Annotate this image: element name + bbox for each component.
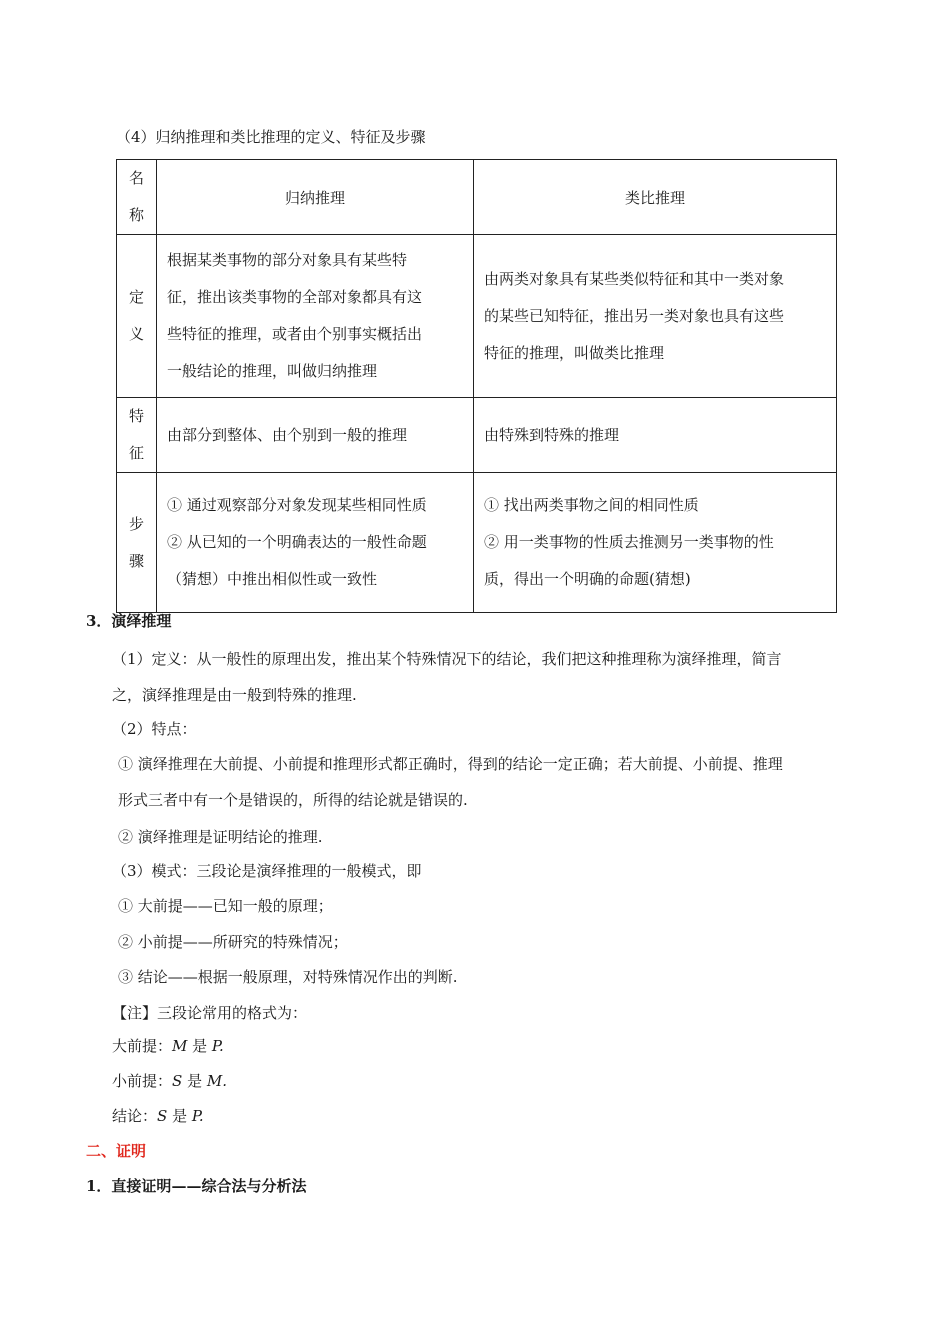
header-induction: 归纳推理 [157, 160, 474, 235]
minor-premise: 小前提：S 是 M. [112, 1072, 227, 1090]
note-line: 【注】三段论常用的格式为： [112, 1004, 308, 1022]
subsection1-heading: 1．直接证明——综合法与分析法 [86, 1177, 307, 1195]
feature-item-1a: ① 演绎推理在大前提、小前提和推理形式都正确时，得到的结论一定正确；若大前提、小前提、推理 [118, 755, 783, 773]
steps-induction: ① 通过观察部分对象发现某些相同性质 ② 从已知的一个明确表达的一般性命题 （猜想）中推出相似性或一致性 [157, 473, 474, 613]
definition-analogy: 由两类对象具有某些类似特征和其中一类对象 的某些已知特征，推出另一类对象也具有这些 特征的推理，叫做类比推理 [474, 235, 837, 398]
table-row-definition [117, 235, 837, 398]
header-name-cell: 名 称 [117, 160, 157, 235]
mode-title: （3）模式：三段论是演绎推理的一般模式，即 [112, 862, 422, 880]
definition-name-cell: 定 义 [117, 235, 157, 398]
header-analogy: 类比推理 [474, 160, 837, 235]
table-row-feature [117, 398, 837, 473]
mode-item-2: ② 小前提——所研究的特殊情况； [118, 933, 348, 951]
feature-item-2: ② 演绎推理是证明结论的推理. [118, 828, 323, 846]
comparison-table [116, 159, 837, 613]
feature-item-1b: 形式三者中有一个是错误的，所得的结论就是错误的. [118, 791, 468, 809]
mode-item-3: ③ 结论——根据一般原理，对特殊情况作出的判断. [118, 968, 458, 986]
mode-item-1: ① 大前提——已知一般的原理； [118, 897, 333, 915]
feature-title: （2）特点： [112, 720, 197, 738]
definition-line-2: 之，演绎推理是由一般到特殊的推理. [112, 686, 357, 704]
table-intro: （4）归纳推理和类比推理的定义、特征及步骤 [116, 128, 426, 146]
table-row-header [117, 160, 837, 235]
feature-induction: 由部分到整体、由个别到一般的推理 [157, 398, 474, 473]
part2-heading: 二、证明 [86, 1142, 147, 1160]
steps-analogy: ① 找出两类事物之间的相同性质 ② 用一类事物的性质去推测另一类事物的性 质，得出一个明确的命题(猜想) [474, 473, 837, 613]
steps-name-cell: 步 骤 [117, 473, 157, 613]
feature-analogy: 由特殊到特殊的推理 [474, 398, 837, 473]
feature-name-cell: 特 征 [117, 398, 157, 473]
table-row-steps [117, 473, 837, 613]
definition-induction: 根据某类事物的部分对象具有某些特 征，推出该类事物的全部对象都具有这 些特征的推理，或者由个别事实概括出 一般结论的推理，叫做归纳推理 [157, 235, 474, 398]
major-premise: 大前提：M 是 P. [112, 1037, 224, 1055]
section3-heading: 3．演绎推理 [86, 612, 172, 630]
definition-line-1: （1）定义：从一般性的原理出发，推出某个特殊情况下的结论，我们把这种推理称为演绎推理，简言 [112, 650, 782, 668]
conclusion: 结论：S 是 P. [112, 1107, 204, 1125]
